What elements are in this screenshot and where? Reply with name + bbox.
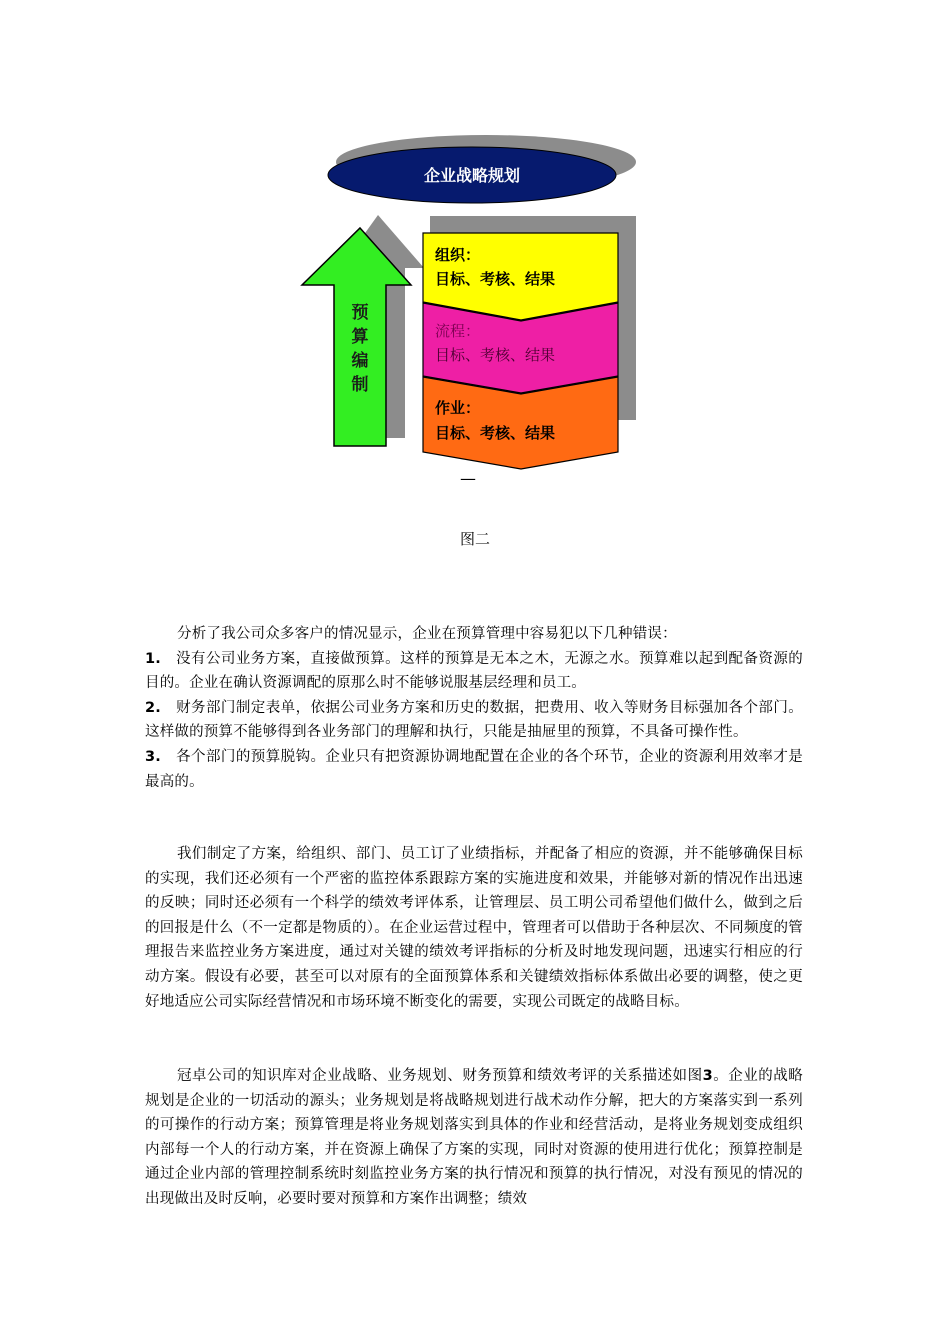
strategy-budget-diagram <box>290 120 650 490</box>
plan-section <box>145 842 803 1014</box>
layer-operation-body: 目标、考核、结果 <box>435 424 556 442</box>
kb-text-before: 冠卓公司的知识库对企业战略、业务规划、财务预算和绩效考评的关系描述如图 <box>177 1068 703 1084</box>
errors-section <box>145 622 803 794</box>
error-number: 1. <box>145 650 161 667</box>
strategy-label: 企业战略规划 <box>423 166 521 185</box>
error-item-1 <box>145 647 803 696</box>
knowledge-base-paragraph <box>145 1064 803 1212</box>
layer-process-title: 流程： <box>435 322 481 340</box>
error-item-2 <box>145 696 803 745</box>
error-number: 3. <box>145 748 161 765</box>
plan-paragraph: 我们制定了方案，给组织、部门、员工订了业绩指标，并配备了相应的资源，并不能够确保目标的实现，我们还必须有一个严密的监控体系跟踪方案的实施进度和效果，并能够对新的情况作出迅速的反映；同时还必须有一个科学的绩效考评体系，让管理层、员工明公司希望他们做什么，做到之后的回报是什么（不一定都是物质的）。在企业运营过程中，管理者可以借助于各种层次、不同频度的管理报告来监控业务方案进度，通过对关键的绩效考评指标的分析及时地发现问题，迅速实行相应的行动方案。假设有必要，甚至可以对原有的全面预算体系和关键绩效指标体系做出必要的调整，使之更好地适应公司实际经营情况和市场环境不断变化的需要，实现公司既定的战略目标。 <box>145 846 803 1010</box>
knowledge-base-section <box>145 1064 803 1212</box>
errors-intro: 分析了我公司众多客户的情况显示，企业在预算管理中容易犯以下几种错误： <box>177 626 677 642</box>
layer-operation-title: 作业： <box>435 399 481 417</box>
layer-process-body: 目标、考核、结果 <box>435 346 556 364</box>
dash-mark: — <box>460 469 476 488</box>
kb-figure-number: 3 <box>702 1068 713 1084</box>
figure-caption: 图二 <box>459 530 490 548</box>
arrow-char-1: 预 <box>351 303 369 323</box>
arrow-char-3: 编 <box>351 351 369 371</box>
error-item-3 <box>145 745 803 794</box>
kb-text-after: 。企业的战略规划是企业的一切活动的源头；业务规划是将战略规划进行战术动作分解，把大的方案落实到一系列的可操作的行动方案；预算管理是将业务规划落实到具体的作业和经营活动，是将业务规划变成组织内部每一个人的行动方案，并在资源上确保了方案的实现，同时对资源的使用进行优化；预算控制是通过企业内部的管理控制系统时刻监控业务方案的执行情况和预算的执行情况，对没有预见的情况的出现做出及时反响，必要时要对预算和方案作出调整；绩效 <box>145 1068 804 1207</box>
error-text: 财务部门制定表单，依据公司业务方案和历史的数据，把费用、收入等财务目标强加各个部门。这样做的预算不能够得到各业务部门的理解和执行，只能是抽屉里的预算，不具备可操作性。 <box>145 699 803 741</box>
layer-organization-title: 组织： <box>435 246 481 264</box>
error-text: 没有公司业务方案，直接做预算。这样的预算是无本之木，无源之水。预算难以起到配备资源的目的。企业在确认资源调配的原那么时不能够说服基层经理和员工。 <box>145 650 803 692</box>
arrow-char-4: 制 <box>351 375 369 395</box>
arrow-char-2: 算 <box>351 327 369 347</box>
error-text: 各个部门的预算脱钩。企业只有把资源协调地配置在企业的各个环节，企业的资源利用效率才是最高的。 <box>145 748 803 790</box>
error-number: 2. <box>145 699 161 716</box>
layer-organization-body: 目标、考核、结果 <box>435 270 556 288</box>
